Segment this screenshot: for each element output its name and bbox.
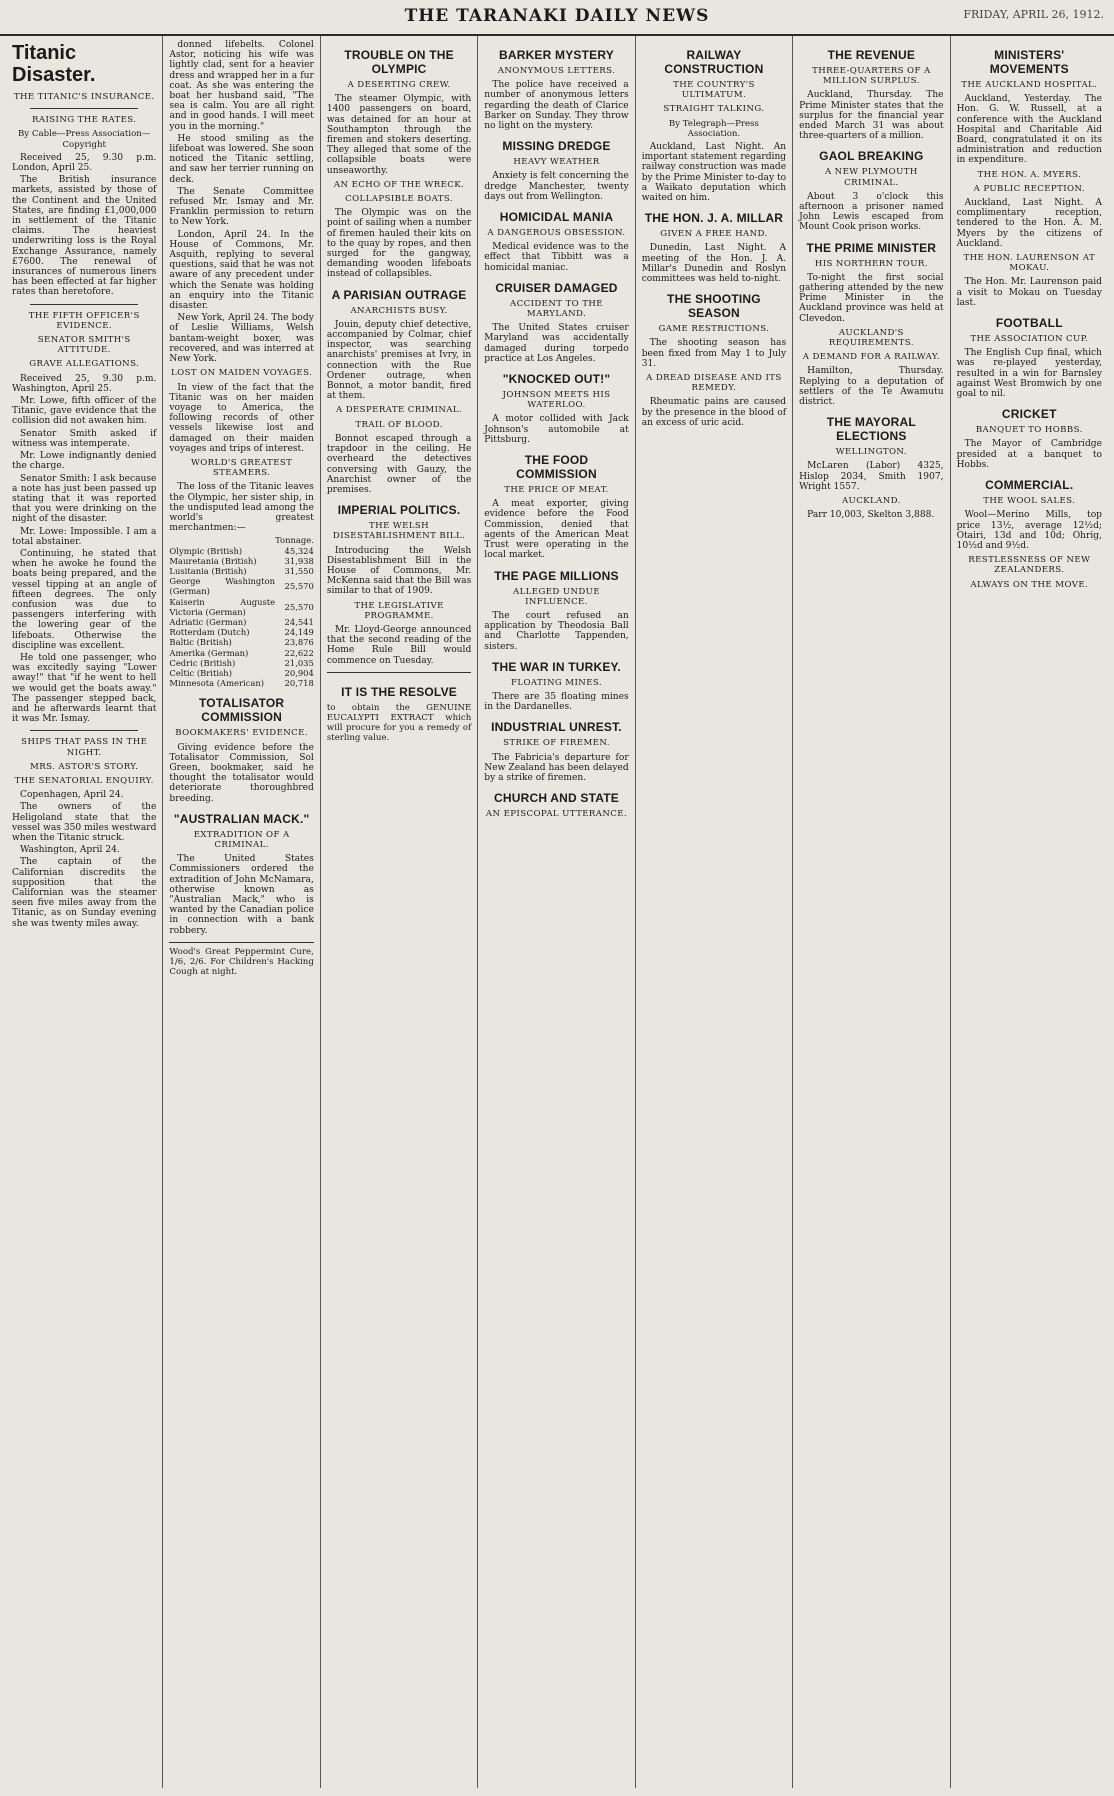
subhead: STRAIGHT TALKING. bbox=[663, 104, 765, 115]
table-row bbox=[169, 566, 313, 576]
subhead: COLLAPSIBLE BOATS. bbox=[345, 194, 453, 205]
article-text: Rheumatic pains are caused by the presence in the blood of an excess of uric acid. bbox=[641, 397, 787, 428]
subhead: A DESPERATE CRIMINAL. bbox=[335, 405, 463, 416]
subhead: THE AUCKLAND HOSPITAL. bbox=[961, 80, 1098, 90]
ship-tons: 45,324 bbox=[284, 545, 314, 556]
column-3 bbox=[321, 36, 478, 1788]
table-row bbox=[169, 668, 313, 678]
section-heading: THE PAGE MILLIONS bbox=[494, 568, 619, 583]
article-text: donned lifebelts. Colonel Astor, noticing his wife was lightly clad, sent for a heavier dress and wrapped her in a fur coat. As she was entering the boat her husband said, "The sea is calm. You are all right and in good hands. I will meet you in the morning." bbox=[169, 40, 314, 132]
column-2 bbox=[163, 36, 320, 1788]
issue-date: FRIDAY, APRIL 26, 1912. bbox=[963, 8, 1104, 21]
article-text: Dunedin, Last Night. A meeting of the Hon. J. A. Millar's Dunedin and Roslyn committees was held to-night. bbox=[641, 243, 787, 285]
advertisement bbox=[327, 672, 471, 744]
subhead: RAISING THE RATES. bbox=[31, 115, 137, 126]
ship-tons: 23,876 bbox=[284, 637, 314, 648]
subhead: HEAVY WEATHER bbox=[513, 157, 600, 168]
ship-name: Amerika (German) bbox=[169, 647, 249, 658]
subhead: THE HON. LAURENSON AT MOKAU. bbox=[963, 253, 1096, 274]
subhead: EXTRADITION OF A CRIMINAL. bbox=[193, 829, 290, 851]
section-heading: FOOTBALL bbox=[995, 316, 1063, 331]
article-text: Auckland, Yesterday. The Hon. G. W. Russell, at a conference with the Auckland Hospital and Charitable Aid Board, congratulated it on its administration and reduction in expenditure. bbox=[956, 94, 1102, 166]
byline: By Telegraph—Press Association. bbox=[668, 118, 759, 139]
subhead: WORLD'S GREATEST STEAMERS. bbox=[190, 457, 293, 479]
subhead: AN EPISCOPAL UTTERANCE. bbox=[485, 809, 628, 820]
subhead: ACCIDENT TO THE MARYLAND. bbox=[510, 298, 603, 320]
article-text: He stood smiling as the lifeboat was lowered. She soon noticed the Titanic settling, and saw her terrier running on deck. bbox=[169, 133, 314, 185]
article-text: The steamer Olympic, with 1400 passengers on board, was detained for an hour at Southampton through the firemen and stokers deserting. They alleged that some of the collapsible boats were unseaworthy. bbox=[326, 94, 472, 176]
subhead: STRIKE OF FIREMEN. bbox=[503, 738, 610, 749]
article-text: Anxiety is felt concerning the dredge Manchester, twenty days out from Wellington. bbox=[484, 171, 629, 202]
ship-name: Mauretania (British) bbox=[169, 555, 257, 566]
subhead: THE PRICE OF MEAT. bbox=[504, 485, 609, 496]
section-heading: THE FOOD COMMISSION bbox=[516, 453, 597, 482]
article-text: The British insurance markets, assisted by those of the Continent and the United States, are finding £1,000,000 in settlement of the Titanic claims. The heaviest underwriting loss is the Royal Exchange Assurance, namely £7600. The renewal of insurances of numerous liners has been effected at far higher rates than heretofore. bbox=[12, 175, 157, 298]
ship-tons: 25,570 bbox=[284, 601, 314, 612]
section-heading: MINISTERS' MOVEMENTS bbox=[989, 48, 1069, 76]
article-text: He told one passenger, who was excitedly saying "Lower away!" that "if he went to hell we would get the boats away." The passenger stepped back, and he afterwards learnt that it was Mr. Ismay. bbox=[12, 652, 157, 725]
subhead: THE WELSH DISESTABLISHMENT BILL. bbox=[332, 521, 466, 542]
subhead: THE SENATORIAL ENQUIRY. bbox=[14, 775, 154, 786]
article-text: The United States Commissioners ordered the extradition of John McNamara, otherwise known as "Australian Mack," who is wanted by the Canadian police in connection with a bank robbery. bbox=[169, 854, 314, 936]
subhead: THE HON. A. MYERS. bbox=[977, 169, 1082, 180]
ship-name: Baltic (British) bbox=[169, 637, 232, 648]
ship-name: Cedric (British) bbox=[169, 657, 236, 668]
section-heading: CHURCH AND STATE bbox=[494, 791, 619, 806]
article-text: The police have received a number of anonymous letters regarding the death of Clarice Barker on Sunday. They throw no light on the mystery. bbox=[484, 80, 629, 132]
subhead: THE LEGISLATIVE PROGRAMME. bbox=[354, 600, 444, 621]
article-text: Continuing, he stated that when he awoke he found the boats being prepared, and the vessel tipping at an angle of fifteen degrees. The only confusion was due to passengers interfering with the lowering gear of the lifeboats. Otherwise the discipline was excellent. bbox=[12, 548, 157, 651]
section-heading: RAILWAY CONSTRUCTION bbox=[664, 48, 764, 76]
ad-heading: IT IS THE RESOLVE bbox=[341, 684, 457, 699]
table-row bbox=[169, 556, 313, 566]
subhead: THE WOOL SALES. bbox=[983, 496, 1076, 507]
ship-tons: 21,035 bbox=[284, 657, 314, 668]
section-heading: INDUSTRIAL UNREST. bbox=[491, 720, 622, 735]
article-text: Senator Smith asked if witness was intemperate. bbox=[12, 428, 157, 449]
table-row bbox=[169, 617, 313, 627]
section-heading: TROUBLE ON THE OLYMPIC bbox=[344, 48, 454, 76]
section-heading: THE HON. J. A. MILLAR bbox=[644, 211, 784, 226]
article-text: Parr 10,003, Skelton 3,888. bbox=[807, 510, 935, 521]
ship-tons: 25,570 bbox=[284, 581, 314, 592]
table-row bbox=[169, 648, 313, 658]
article-text: New York, April 24. The body of Leslie Williams, Welsh bantam-weight boxer, was recovered, and was interred at New York. bbox=[169, 313, 314, 365]
subhead: ALLEGED UNDUE INFLUENCE. bbox=[512, 586, 600, 607]
columns bbox=[6, 36, 1108, 1788]
ship-tons: 24,541 bbox=[284, 616, 314, 627]
ship-tons: 31,550 bbox=[284, 565, 314, 576]
subhead: TRAIL OF BLOOD. bbox=[355, 419, 443, 430]
section-heading: HOMICIDAL MANIA bbox=[499, 210, 614, 225]
section-heading: CRICKET bbox=[1001, 407, 1057, 422]
subhead: A DEMAND FOR A RAILWAY. bbox=[802, 352, 940, 363]
table-row bbox=[169, 678, 313, 688]
subhead: AN ECHO OF THE WRECK. bbox=[333, 179, 465, 190]
article-text: Senator Smith: I ask because a note has just been passed up stating that it was reported that you were drinking on the night of the disaster. bbox=[12, 473, 157, 525]
article-text: London, April 24. In the House of Commons, Mr. Asquith, replying to several questions, said that he was not aware of any precedent under which the Senate was holding an enquiry into the Titanic disaster. bbox=[169, 229, 314, 312]
article-text: Introducing the Welsh Disestablishment Bill in the House of Commons, Mr. McKenna said that the Bill was similar to that of 1909. bbox=[326, 545, 472, 597]
article-text: The Hon. Mr. Laurenson paid a visit to Mokau on Tuesday last. bbox=[956, 277, 1102, 308]
article-text: The English Cup final, which was re-played yesterday, resulted in a win for Barnsley against West Bromwich by one goal to nil. bbox=[956, 348, 1102, 400]
article-text: Auckland, Last Night. An important statement regarding railway construction was made by the Prime Minister to-day to a Waikato deputation which waited on him. bbox=[641, 142, 787, 204]
article-text: Medical evidence was to the effect that Tibbitt was a homicidal maniac. bbox=[484, 242, 629, 273]
article-text: A meat exporter, giving evidence before the Food Commission, denied that agents of the American Meat Trust were operating in the local market. bbox=[484, 499, 629, 561]
subhead: HIS NORTHERN TOUR. bbox=[814, 258, 928, 269]
table-row bbox=[169, 658, 313, 668]
tonnage-header: Tonnage. bbox=[275, 535, 314, 546]
article-text: Auckland, Last Night. A complimentary reception, tendered to the Hon. A. M. Myers by the citizens of Auckland. bbox=[956, 198, 1102, 249]
subhead: ALWAYS ON THE MOVE. bbox=[970, 579, 1089, 590]
subhead: ANARCHISTS BUSY. bbox=[350, 305, 448, 316]
subhead: A NEW PLYMOUTH CRIMINAL. bbox=[824, 167, 918, 188]
subhead: A DESERTING CREW. bbox=[347, 80, 451, 90]
subhead: AUCKLAND'S REQUIREMENTS. bbox=[828, 327, 914, 349]
article-text: Received 25, 9.30 p.m. Washington, April 25. bbox=[12, 373, 157, 394]
article-text: Mr. Lowe: Impossible. I am a total abstainer. bbox=[12, 526, 157, 547]
section-heading: GAOL BREAKING bbox=[819, 149, 924, 164]
table-row bbox=[169, 576, 313, 596]
steamers-table bbox=[169, 535, 313, 688]
subhead: THE FIFTH OFFICER'S EVIDENCE. bbox=[28, 310, 140, 331]
article-text: There are 35 floating mines in the Dardanelles. bbox=[484, 691, 629, 713]
ship-tons: 22,622 bbox=[284, 647, 314, 658]
subhead: LOST ON MAIDEN VOYAGES. bbox=[171, 368, 313, 379]
section-heading: IMPERIAL POLITICS. bbox=[337, 503, 461, 518]
ship-name: Olympic (British) bbox=[169, 545, 243, 556]
subhead: BOOKMAKERS' EVIDENCE. bbox=[175, 728, 308, 739]
subhead: MRS. ASTOR'S STORY. bbox=[30, 761, 139, 772]
section-heading: TOTALISATOR COMMISSION bbox=[198, 696, 285, 725]
subhead: GAME RESTRICTIONS. bbox=[658, 324, 770, 335]
column-4 bbox=[478, 36, 635, 1788]
ship-tons: 24,149 bbox=[284, 627, 314, 638]
article-text: Mr. Lloyd-George announced that the second reading of the Home Rule Bill would commence on Tuesday. bbox=[326, 624, 472, 666]
article-text: The Fabricia's departure for New Zealand has been delayed by a strike of firemen. bbox=[484, 752, 629, 783]
article-text: Bonnot escaped through a trapdoor in the ceiling. He overheard the detectives conversing with Gauzy, the Anarchist owner of the premises. bbox=[326, 433, 472, 495]
ship-tons: 20,718 bbox=[284, 678, 314, 689]
article-text: Jouin, deputy chief detective, accompanied by Colmar, chief inspector, was searching anarchists' premises at Ivry, in connection with the Rue Ordener outrage, when Bonnot, a motor bandit, fired at them. bbox=[326, 319, 472, 402]
subhead: THE TITANIC'S INSURANCE. bbox=[13, 92, 155, 102]
column-5 bbox=[636, 36, 793, 1788]
subhead: THREE-QUARTERS OF A MILLION SURPLUS. bbox=[812, 66, 931, 87]
subhead: SHIPS THAT PASS IN THE NIGHT. bbox=[21, 737, 148, 758]
subhead: WELLINGTON. bbox=[835, 447, 907, 458]
ship-name: Lusitania (British) bbox=[169, 565, 247, 576]
section-heading: "KNOCKED OUT!" bbox=[502, 372, 611, 387]
section-heading: THE WAR IN TURKEY. bbox=[492, 659, 621, 674]
divider bbox=[30, 304, 138, 305]
subhead: GIVEN A FREE HAND. bbox=[660, 229, 768, 240]
section-heading: BARKER MYSTERY bbox=[498, 48, 614, 62]
subhead: BANQUET TO HOBBS. bbox=[975, 425, 1083, 436]
article-text: Auckland, Thursday. The Prime Minister states that the surplus for the financial year ended March 31 was about three-quarters of a million. bbox=[799, 90, 944, 142]
section-heading: "AUSTRALIAN MACK." bbox=[173, 811, 310, 826]
article-text: Copenhagen, April 24. bbox=[20, 790, 124, 801]
article-text: The United States cruiser Maryland was accidentally damaged during torpedo practice at Los Angeles. bbox=[484, 323, 629, 364]
article-text: A motor collided with Jack Johnson's automobile at Pittsburg. bbox=[484, 414, 629, 445]
subhead: JOHNSON MEETS HIS WATERLOO. bbox=[502, 390, 611, 411]
section-heading: THE REVENUE bbox=[827, 48, 916, 62]
section-heading: CRUISER DAMAGED bbox=[495, 280, 618, 295]
subhead: ANONYMOUS LETTERS. bbox=[497, 66, 616, 76]
article-text: The shooting season has been fixed from May 1 to July 31. bbox=[641, 338, 787, 369]
subhead: SENATOR SMITH'S ATTITUDE. bbox=[37, 335, 131, 356]
article-text: Mr. Lowe, fifth officer of the Titanic, gave evidence that the collision did not awaken him. bbox=[12, 396, 157, 427]
article-text: In view of the fact that the Titanic was on her maiden voyage to America, the following records of other vessels likewise lost and damaged on their maiden voyages and trips of interest. bbox=[169, 382, 314, 454]
section-heading: MISSING DREDGE bbox=[502, 139, 611, 154]
article-text: The Olympic was on the point of sailing when a number of firemen hauled their kits on to the quay by ropes, and then surged for the gangway, demanding wooden lifeboats instead of collapsibles. bbox=[326, 208, 472, 280]
article-text: The Senate Committee refused Mr. Ismay and Mr. Franklin permission to return to New York. bbox=[169, 186, 314, 228]
divider bbox=[30, 108, 138, 109]
section-heading: THE SHOOTING SEASON bbox=[667, 292, 761, 321]
subhead: THE ASSOCIATION CUP. bbox=[970, 334, 1089, 345]
divider bbox=[30, 730, 138, 731]
subhead: A DREAD DISEASE AND ITS REMEDY. bbox=[646, 373, 782, 394]
subhead: RESTLESSNESS OF NEW ZEALANDERS. bbox=[968, 555, 1091, 576]
article-text: Hamilton, Thursday. Replying to a deputation of settlers of the Te Awamutu district. bbox=[799, 366, 944, 408]
subhead: A PUBLIC RECEPTION. bbox=[973, 183, 1085, 194]
subhead: THE COUNTRY'S ULTIMATUM. bbox=[673, 80, 755, 101]
ad-text: to obtain the GENUINE EUCALYPTI EXTRACT which will procure for you a remedy of sterling value. bbox=[326, 702, 472, 744]
article-text: Mr. Lowe indignantly denied the charge. bbox=[12, 451, 157, 472]
article-text: Giving evidence before the Totalisator Commission, Sol Green, bookmaker, said he thought the totalisator would deteriorate thoroughbred breeding. bbox=[169, 742, 314, 804]
ship-tons: 20,904 bbox=[284, 667, 314, 678]
article-text: The loss of the Titanic leaves the Olympic, her sister ship, in the undisputed lead among the world's greatest merchantmen:— bbox=[169, 482, 314, 534]
section-heading: COMMERCIAL. bbox=[985, 478, 1074, 493]
newspaper-title: THE TARANAKI DAILY NEWS bbox=[404, 6, 710, 26]
article-text: About 3 o'clock this afternoon a prisoner named John Lewis escaped from Mount Cook prison works. bbox=[799, 191, 944, 233]
article-text: To-night the first social gathering attended by the new Prime Minister in the Auckland province was held at Clevedon. bbox=[799, 272, 944, 324]
subhead: GRAVE ALLEGATIONS. bbox=[29, 359, 140, 370]
ship-tons: 31,938 bbox=[284, 555, 314, 566]
advertisement: Wood's Great Peppermint Cure, 1/6, 2/6. For Children's Hacking Cough at night. bbox=[169, 942, 313, 978]
ship-name: Kaiserin Auguste Victoria (German) bbox=[169, 596, 276, 617]
column-7 bbox=[951, 36, 1108, 1788]
column-6 bbox=[793, 36, 950, 1788]
subhead: FLOATING MINES. bbox=[510, 677, 602, 688]
headline-titanic: Titanic Disaster. bbox=[12, 42, 96, 86]
ship-name: George Washington (German) bbox=[169, 576, 276, 597]
table-row bbox=[169, 597, 313, 617]
article-text: The court refused an application by Theodosia Ball and Charlotte Tappenden, sisters. bbox=[484, 610, 629, 652]
column-1 bbox=[6, 36, 163, 1788]
article-text: The owners of the Heligoland state that the vessel was 350 miles westward when the Titanic struck. bbox=[12, 802, 157, 843]
section-heading: THE PRIME MINISTER bbox=[806, 240, 937, 255]
masthead bbox=[0, 0, 1114, 36]
table-row bbox=[169, 637, 313, 647]
section-heading: A PARISIAN OUTRAGE bbox=[331, 287, 467, 302]
table-row bbox=[169, 546, 313, 556]
byline: By Cable—Press Association—Copyright bbox=[17, 129, 151, 150]
ship-name: Celtic (British) bbox=[169, 667, 232, 678]
article-text: Washington, April 24. bbox=[20, 845, 120, 856]
article-text: Received 25, 9.30 p.m. London, April 25. bbox=[12, 152, 157, 174]
ship-name: Adriatic (German) bbox=[169, 616, 247, 627]
table-row bbox=[169, 627, 313, 637]
section-heading: THE MAYORAL ELECTIONS bbox=[826, 415, 916, 444]
ship-name: Rotterdam (Dutch) bbox=[169, 627, 250, 638]
subhead: A DANGEROUS OBSESSION. bbox=[487, 228, 626, 239]
article-text: McLaren (Labor) 4325, Hislop 2034, Smith 1907, Wright 1557. bbox=[799, 461, 944, 492]
article-text: The captain of the Californian discredits the supposition that the Californian was the steamer seen five miles away from the Titanic, as on Sunday evening she was twenty miles away. bbox=[12, 857, 157, 929]
subhead: AUCKLAND. bbox=[841, 496, 901, 507]
ship-name: Minnesota (American) bbox=[169, 678, 265, 689]
article-text: The Mayor of Cambridge presided at a banquet to Hobbs. bbox=[956, 439, 1102, 470]
article-text: Wool—Merino Mills, top price 13½, average 12½d; Otairi, 13d and 10d; Ohrig, 10½d and 9½d. bbox=[956, 510, 1102, 551]
